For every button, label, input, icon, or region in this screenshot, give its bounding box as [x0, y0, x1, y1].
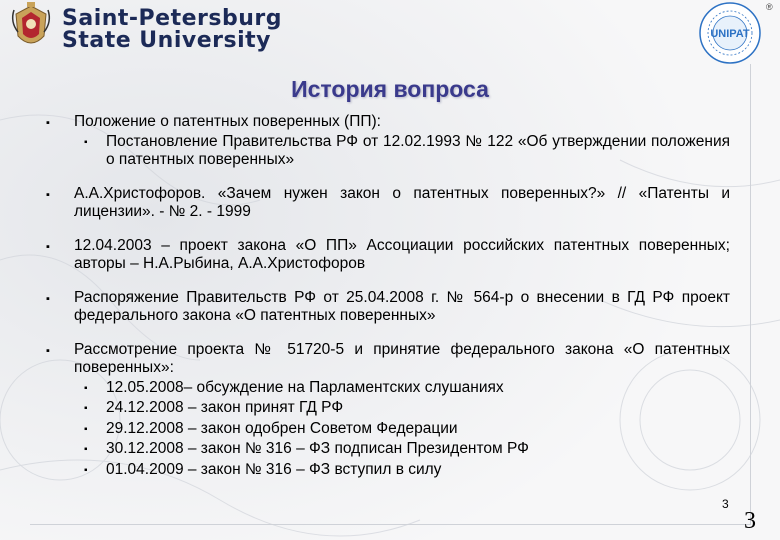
list-item: [40, 185, 730, 222]
sub-item: [74, 133, 730, 170]
sub-item-text: 30.12.2008 – закон № 316 – ФЗ подписан Президентом РФ: [106, 440, 529, 457]
sub-item: [74, 379, 730, 398]
bullet-icon: ▪: [46, 240, 50, 253]
bullet-icon: ▪: [46, 117, 50, 129]
registered-mark: ®: [766, 2, 773, 12]
bullet-icon: ▪: [46, 344, 50, 357]
sub-item: [74, 420, 730, 439]
bullet-icon: ▪: [46, 188, 50, 201]
bullet-icon: ▪: [84, 464, 88, 476]
unipat-logo-icon: [694, 0, 766, 66]
bullet-icon: ▪: [84, 403, 88, 414]
sub-item-text: 01.04.2009 – закон № 316 – ФЗ вступил в силу: [106, 460, 442, 478]
list-item: [40, 237, 730, 274]
unipat-label: UNIPAT: [710, 28, 750, 40]
page-number: 3: [744, 508, 756, 534]
university-crest-icon: [6, 2, 56, 54]
sub-item-text: 12.05.2008– обсуждение на Парламентских слушаниях: [106, 378, 504, 396]
bullet-list: [40, 113, 730, 494]
sub-item-text: 29.12.2008 – закон одобрен Советом Федерации: [106, 419, 458, 437]
sub-item: [74, 440, 730, 459]
bullet-icon: ▪: [84, 136, 88, 148]
university-name-line1: Saint-Petersburg: [62, 6, 282, 31]
slide-page-number: 3: [722, 497, 729, 511]
item-text: Распоряжение Правительств РФ от 25.04.2008 г. № 564-р о внесении в ГД РФ проект федерального закона «О патентных поверенных»: [74, 288, 730, 324]
list-item: [40, 113, 730, 170]
sub-item: [74, 399, 730, 418]
header: [0, 0, 780, 62]
university-name-line2: State University: [62, 28, 271, 53]
slide-title: История вопроса: [291, 76, 489, 102]
bullet-icon: ▪: [84, 382, 88, 394]
item-text: А.А.Христофоров. «Зачем нужен закон о патентных поверенных?» // «Патенты и лицензии». - № 2. - 1999: [74, 184, 730, 220]
bullet-icon: ▪: [46, 292, 50, 305]
sub-item-text: 24.12.2008 – закон принят ГД РФ: [106, 399, 344, 416]
list-item: [40, 341, 730, 480]
sub-item: [74, 461, 730, 480]
item-text: Рассмотрение проекта № 51720-5 и принятие федерального закона «О патентных поверенных»:: [74, 340, 730, 376]
list-item: [40, 289, 730, 326]
item-text: Положение о патентных поверенных (ПП):: [74, 113, 381, 130]
sub-item-text: Постановление Правительства РФ от 12.02.1993 № 122 «Об утверждении положения о патентных поверенных»: [106, 132, 730, 168]
bullet-icon: ▪: [84, 444, 88, 455]
item-text: 12.04.2003 – проект закона «О ПП» Ассоциации российских патентных поверенных; авторы – Н.А.Рыбина, А.А.Христофоров: [74, 236, 730, 272]
bullet-icon: ▪: [84, 423, 88, 435]
